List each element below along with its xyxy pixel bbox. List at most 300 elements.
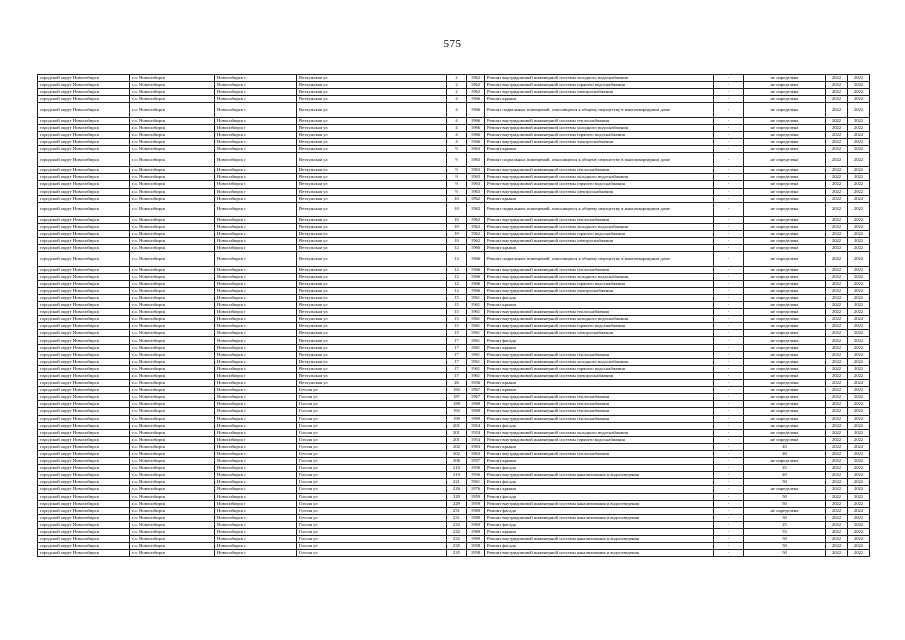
district-cell: городской округ Новосибирск [38, 358, 130, 365]
cost-cell: 50 [744, 536, 826, 543]
district-cell: городской округ Новосибирск [38, 543, 130, 550]
work-type-cell: Ремонт внутридомовой инженерной системы теплоснабжения [485, 266, 714, 273]
city-cell: Новосибирск г [215, 351, 297, 358]
table-row [38, 131, 870, 138]
city-cell: Новосибирск г [215, 479, 297, 486]
build-year-cell: 1976 [467, 486, 485, 493]
value-cell: - [714, 96, 744, 103]
plan-year-end-cell: 2022 [848, 96, 870, 103]
house-number-cell: 201 [447, 429, 467, 436]
table-row [38, 337, 870, 344]
city-cell: Новосибирск г [215, 458, 297, 465]
build-year-cell: 1961 [467, 479, 485, 486]
municipality-cell: г.о. Новосибирск [130, 443, 215, 450]
house-number-cell: 15 [447, 330, 467, 337]
district-cell: городской округ Новосибирск [38, 472, 130, 479]
value-cell: - [714, 507, 744, 514]
plan-year-end-cell: 2022 [848, 365, 870, 372]
plan-year-end-cell: 2022 [848, 422, 870, 429]
plan-year-end-cell: 2022 [848, 89, 870, 96]
table-row [38, 351, 870, 358]
cost-cell: не определена [744, 252, 826, 266]
plan-year-end-cell: 2022 [848, 550, 870, 557]
street-cell: Ветлужская ул [297, 266, 447, 273]
house-number-cell: 10 [447, 195, 467, 202]
municipality-cell: г.о. Новосибирск [130, 415, 215, 422]
house-number-cell: 9 [447, 167, 467, 174]
table-row [38, 75, 870, 82]
municipality-cell: г.о. Новосибирск [130, 529, 215, 536]
city-cell: Новосибирск г [215, 117, 297, 124]
value-cell: - [714, 103, 744, 117]
city-cell: Новосибирск г [215, 302, 297, 309]
district-cell: городской округ Новосибирск [38, 223, 130, 230]
plan-year-start-cell: 2022 [826, 436, 848, 443]
street-cell: Ветлужская ул [297, 337, 447, 344]
plan-year-end-cell: 2022 [848, 131, 870, 138]
city-cell: Новосибирск г [215, 96, 297, 103]
work-type-cell: Ремонт фасада [485, 465, 714, 472]
plan-year-start-cell: 2022 [826, 337, 848, 344]
value-cell: - [714, 479, 744, 486]
cost-cell: не определена [744, 387, 826, 394]
cost-cell: не определена [744, 223, 826, 230]
table-row [38, 529, 870, 536]
build-year-cell: 1980 [467, 514, 485, 521]
municipality-cell: г.о. Новосибирск [130, 387, 215, 394]
work-type-cell: Ремонт крыши [485, 195, 714, 202]
table-row [38, 536, 870, 543]
cost-cell: не определена [744, 351, 826, 358]
plan-year-end-cell: 2022 [848, 245, 870, 252]
house-number-cell: 235 [447, 550, 467, 557]
build-year-cell: 1962 [467, 238, 485, 245]
value-cell: - [714, 202, 744, 216]
plan-year-start-cell: 2022 [826, 252, 848, 266]
plan-year-end-cell: 2022 [848, 75, 870, 82]
plan-year-start-cell: 2022 [826, 422, 848, 429]
municipality-cell: г.о. Новосибирск [130, 543, 215, 550]
house-number-cell: 232 [447, 536, 467, 543]
work-type-cell: Ремонт крыши [485, 302, 714, 309]
value-cell: - [714, 138, 744, 145]
build-year-cell: 1961 [467, 294, 485, 301]
district-cell: городской округ Новосибирск [38, 153, 130, 167]
table-row [38, 153, 870, 167]
cost-cell: не определена [744, 365, 826, 372]
house-number-cell: 26 [447, 380, 467, 387]
city-cell: Новосибирск г [215, 514, 297, 521]
street-cell: Гоголя ул [297, 521, 447, 528]
table-row [38, 266, 870, 273]
value-cell: - [714, 472, 744, 479]
value-cell: - [714, 543, 744, 550]
district-cell: городской округ Новосибирск [38, 408, 130, 415]
cost-cell: не определена [744, 337, 826, 344]
work-type-cell: Ремонт внутридомовой инженерной системы горячего водоснабжения [485, 280, 714, 287]
value-cell: - [714, 167, 744, 174]
table-body [38, 75, 870, 557]
table-row [38, 138, 870, 145]
table-row [38, 117, 870, 124]
cost-cell: не определена [744, 372, 826, 379]
work-type-cell: Ремонт внутридомовой инженерной системы горячего водоснабжения [485, 365, 714, 372]
value-cell: - [714, 231, 744, 238]
work-type-cell: Ремонт крыши [485, 245, 714, 252]
plan-year-start-cell: 2022 [826, 287, 848, 294]
plan-year-start-cell: 2022 [826, 536, 848, 543]
value-cell: - [714, 131, 744, 138]
district-cell: городской округ Новосибирск [38, 138, 130, 145]
district-cell: городской округ Новосибирск [38, 231, 130, 238]
plan-year-start-cell: 2022 [826, 415, 848, 422]
value-cell: - [714, 380, 744, 387]
plan-year-start-cell: 2022 [826, 309, 848, 316]
plan-year-start-cell: 2022 [826, 117, 848, 124]
cost-cell: не определена [744, 117, 826, 124]
value-cell: - [714, 89, 744, 96]
street-cell: Ветлужская ул [297, 75, 447, 82]
value-cell: - [714, 181, 744, 188]
build-year-cell: 1961 [467, 330, 485, 337]
value-cell: - [714, 536, 744, 543]
plan-year-start-cell: 2022 [826, 387, 848, 394]
work-type-cell: Ремонт подвальных помещений, относящихся к общему имуществу в многоквартирном доме [485, 202, 714, 216]
municipality-cell: г.о. Новосибирск [130, 450, 215, 457]
house-number-cell: 210 [447, 465, 467, 472]
house-number-cell: 4 [447, 96, 467, 103]
street-cell: Ветлужская ул [297, 124, 447, 131]
table-row [38, 231, 870, 238]
district-cell: городской округ Новосибирск [38, 273, 130, 280]
street-cell: Ветлужская ул [297, 82, 447, 89]
plan-year-end-cell: 2022 [848, 401, 870, 408]
plan-year-start-cell: 2022 [826, 294, 848, 301]
cost-cell: 45 [744, 465, 826, 472]
cost-cell: не определена [744, 330, 826, 337]
house-number-cell: 17 [447, 365, 467, 372]
street-cell: Ветлужская ул [297, 103, 447, 117]
cost-cell: не определена [744, 82, 826, 89]
district-cell: городской округ Новосибирск [38, 422, 130, 429]
work-type-cell: Ремонт фасада [485, 493, 714, 500]
work-type-cell: Ремонт внутридомовой инженерной системы электроснабжения [485, 89, 714, 96]
street-cell: Ветлужская ул [297, 309, 447, 316]
plan-year-end-cell: 2022 [848, 521, 870, 528]
plan-year-start-cell: 2022 [826, 507, 848, 514]
house-number-cell: 232 [447, 529, 467, 536]
table-row [38, 507, 870, 514]
plan-year-start-cell: 2022 [826, 202, 848, 216]
build-year-cell: 1966 [467, 138, 485, 145]
municipality-cell: г.о. Новосибирск [130, 96, 215, 103]
city-cell: Новосибирск г [215, 486, 297, 493]
house-number-cell: 199 [447, 415, 467, 422]
municipality-cell: г.о. Новосибирск [130, 82, 215, 89]
work-type-cell: Ремонт внутридомовой инженерной системы горячего водоснабжения [485, 181, 714, 188]
municipality-cell: г.о. Новосибирск [130, 181, 215, 188]
plan-year-end-cell: 2022 [848, 543, 870, 550]
build-year-cell: 1956 [467, 380, 485, 387]
district-cell: городской округ Новосибирск [38, 309, 130, 316]
cost-cell: не определена [744, 138, 826, 145]
work-type-cell: Ремонт фасада [485, 294, 714, 301]
plan-year-end-cell: 2022 [848, 153, 870, 167]
table-row [38, 96, 870, 103]
city-cell: Новосибирск г [215, 372, 297, 379]
value-cell: - [714, 550, 744, 557]
district-cell: городской округ Новосибирск [38, 252, 130, 266]
plan-year-end-cell: 2022 [848, 231, 870, 238]
city-cell: Новосибирск г [215, 202, 297, 216]
street-cell: Ветлужская ул [297, 96, 447, 103]
work-type-cell: Ремонт крыши [485, 443, 714, 450]
work-type-cell: Ремонт внутридомовой инженерной системы горячего водоснабжения [485, 82, 714, 89]
plan-year-start-cell: 2022 [826, 458, 848, 465]
city-cell: Новосибирск г [215, 124, 297, 131]
street-cell: Гоголя ул [297, 422, 447, 429]
city-cell: Новосибирск г [215, 507, 297, 514]
house-number-cell: 10 [447, 223, 467, 230]
table-row [38, 358, 870, 365]
municipality-cell: г.о. Новосибирск [130, 195, 215, 202]
build-year-cell: 1969 [467, 415, 485, 422]
district-cell: городской округ Новосибирск [38, 337, 130, 344]
house-number-cell: 192 [447, 408, 467, 415]
plan-year-start-cell: 2022 [826, 96, 848, 103]
build-year-cell: 1968 [467, 401, 485, 408]
cost-cell: не определена [744, 358, 826, 365]
plan-year-end-cell: 2022 [848, 372, 870, 379]
plan-year-end-cell: 2022 [848, 337, 870, 344]
build-year-cell: 1961 [467, 358, 485, 365]
house-number-cell: 10 [447, 216, 467, 223]
municipality-cell: г.о. Новосибирск [130, 167, 215, 174]
table-row [38, 486, 870, 493]
plan-year-end-cell: 2022 [848, 316, 870, 323]
street-cell: Ветлужская ул [297, 344, 447, 351]
value-cell: - [714, 117, 744, 124]
value-cell: - [714, 351, 744, 358]
city-cell: Новосибирск г [215, 365, 297, 372]
street-cell: Гоголя ул [297, 415, 447, 422]
table-row [38, 181, 870, 188]
build-year-cell: 1961 [467, 302, 485, 309]
plan-year-end-cell: 2022 [848, 195, 870, 202]
build-year-cell: 1963 [467, 443, 485, 450]
work-type-cell: Ремонт подвальных помещений, относящихся к общему имуществу в многоквартирном доме [485, 103, 714, 117]
street-cell: Гоголя ул [297, 408, 447, 415]
street-cell: Гоголя ул [297, 394, 447, 401]
city-cell: Новосибирск г [215, 472, 297, 479]
house-number-cell: 219 [447, 472, 467, 479]
value-cell: - [714, 337, 744, 344]
cost-cell: не определена [744, 266, 826, 273]
plan-year-end-cell: 2022 [848, 472, 870, 479]
work-type-cell: Ремонт внутридомовой инженерной системы горячего водоснабжения [485, 231, 714, 238]
plan-year-end-cell: 2022 [848, 493, 870, 500]
city-cell: Новосибирск г [215, 443, 297, 450]
plan-year-end-cell: 2022 [848, 252, 870, 266]
plan-year-end-cell: 2022 [848, 443, 870, 450]
street-cell: Гоголя ул [297, 436, 447, 443]
municipality-cell: г.о. Новосибирск [130, 216, 215, 223]
municipality-cell: г.о. Новосибирск [130, 103, 215, 117]
value-cell: - [714, 436, 744, 443]
work-type-cell: Ремонт внутридомовой инженерной системы холодного водоснабжения [485, 75, 714, 82]
table-row [38, 245, 870, 252]
house-number-cell: 17 [447, 372, 467, 379]
street-cell: Ветлужская ул [297, 365, 447, 372]
cost-cell: не определена [744, 174, 826, 181]
district-cell: городской округ Новосибирск [38, 351, 130, 358]
cost-cell: не определена [744, 380, 826, 387]
value-cell: - [714, 500, 744, 507]
plan-year-start-cell: 2022 [826, 479, 848, 486]
city-cell: Новосибирск г [215, 309, 297, 316]
street-cell: Ветлужская ул [297, 358, 447, 365]
street-cell: Ветлужская ул [297, 153, 447, 167]
district-cell: городской округ Новосибирск [38, 316, 130, 323]
cost-cell: не определена [744, 238, 826, 245]
municipality-cell: г.о. Новосибирск [130, 500, 215, 507]
city-cell: Новосибирск г [215, 188, 297, 195]
street-cell: Ветлужская ул [297, 117, 447, 124]
district-cell: городской округ Новосибирск [38, 330, 130, 337]
cost-cell: 55 [744, 529, 826, 536]
build-year-cell: 1963 [467, 181, 485, 188]
district-cell: городской округ Новосибирск [38, 479, 130, 486]
municipality-cell: г.о. Новосибирск [130, 401, 215, 408]
plan-year-start-cell: 2022 [826, 153, 848, 167]
city-cell: Новосибирск г [215, 273, 297, 280]
table-row [38, 500, 870, 507]
municipality-cell: г.о. Новосибирск [130, 380, 215, 387]
cost-cell: 50 [744, 550, 826, 557]
city-cell: Новосибирск г [215, 138, 297, 145]
table-row [38, 309, 870, 316]
build-year-cell: 1963 [467, 174, 485, 181]
table-row [38, 330, 870, 337]
plan-year-start-cell: 2022 [826, 401, 848, 408]
work-type-cell: Ремонт внутридомовой инженерной системы теплоснабжения [485, 117, 714, 124]
work-type-cell: Ремонт внутридомовой инженерной системы канализования и водоотведения [485, 514, 714, 521]
district-cell: городской округ Новосибирск [38, 429, 130, 436]
municipality-cell: г.о. Новосибирск [130, 358, 215, 365]
city-cell: Новосибирск г [215, 294, 297, 301]
plan-year-start-cell: 2022 [826, 450, 848, 457]
street-cell: Ветлужская ул [297, 316, 447, 323]
district-cell: городской округ Новосибирск [38, 174, 130, 181]
municipality-cell: г.о. Новосибирск [130, 365, 215, 372]
district-cell: городской округ Новосибирск [38, 536, 130, 543]
plan-year-end-cell: 2022 [848, 479, 870, 486]
cost-cell: не определена [744, 394, 826, 401]
city-cell: Новосибирск г [215, 550, 297, 557]
cost-cell: не определена [744, 401, 826, 408]
cost-cell: не определена [744, 429, 826, 436]
municipality-cell: г.о. Новосибирск [130, 323, 215, 330]
house-number-cell: 202 [447, 450, 467, 457]
plan-year-end-cell: 2022 [848, 223, 870, 230]
street-cell: Гоголя ул [297, 443, 447, 450]
work-type-cell: Ремонт внутридомовой инженерной системы холодного водоснабжения [485, 223, 714, 230]
cost-cell: не определена [744, 195, 826, 202]
street-cell: Ветлужская ул [297, 145, 447, 152]
city-cell: Новосибирск г [215, 103, 297, 117]
build-year-cell: 1966 [467, 280, 485, 287]
city-cell: Новосибирск г [215, 380, 297, 387]
value-cell: - [714, 238, 744, 245]
cost-cell: не определена [744, 167, 826, 174]
municipality-cell: г.о. Новосибирск [130, 465, 215, 472]
plan-year-start-cell: 2022 [826, 500, 848, 507]
plan-year-end-cell: 2022 [848, 380, 870, 387]
plan-year-start-cell: 2022 [826, 521, 848, 528]
house-number-cell: 4 [447, 117, 467, 124]
house-number-cell: 17 [447, 344, 467, 351]
cost-cell: не определена [744, 436, 826, 443]
table-row [38, 372, 870, 379]
district-cell: городской округ Новосибирск [38, 167, 130, 174]
value-cell: - [714, 458, 744, 465]
municipality-cell: г.о. Новосибирск [130, 124, 215, 131]
work-type-cell: Ремонт фасада [485, 521, 714, 528]
plan-year-end-cell: 2022 [848, 415, 870, 422]
plan-year-end-cell: 2022 [848, 117, 870, 124]
house-number-cell: 229 [447, 500, 467, 507]
plan-year-end-cell: 2022 [848, 302, 870, 309]
district-cell: городской округ Новосибирск [38, 521, 130, 528]
cost-cell: не определена [744, 280, 826, 287]
table-row [38, 514, 870, 521]
cost-cell: 25 [744, 521, 826, 528]
work-type-cell: Ремонт внутридомовой инженерной системы холодного водоснабжения [485, 124, 714, 131]
build-year-cell: 1969 [467, 536, 485, 543]
municipality-cell: г.о. Новосибирск [130, 486, 215, 493]
build-year-cell: 1961 [467, 372, 485, 379]
value-cell: - [714, 273, 744, 280]
house-number-cell: 4 [447, 124, 467, 131]
municipality-cell: г.о. Новосибирск [130, 536, 215, 543]
plan-year-start-cell: 2022 [826, 273, 848, 280]
plan-year-start-cell: 2022 [826, 465, 848, 472]
table-row [38, 202, 870, 216]
street-cell: Гоголя ул [297, 529, 447, 536]
street-cell: Ветлужская ул [297, 245, 447, 252]
build-year-cell: 1968 [467, 408, 485, 415]
municipality-cell: г.о. Новосибирск [130, 294, 215, 301]
street-cell: Ветлужская ул [297, 351, 447, 358]
value-cell: - [714, 252, 744, 266]
house-number-cell: 235 [447, 543, 467, 550]
table-row [38, 323, 870, 330]
city-cell: Новосибирск г [215, 465, 297, 472]
municipality-cell: г.о. Новосибирск [130, 252, 215, 266]
build-year-cell: 1961 [467, 365, 485, 372]
plan-year-end-cell: 2022 [848, 287, 870, 294]
street-cell: Ветлужская ул [297, 202, 447, 216]
work-type-cell: Ремонт крыши [485, 380, 714, 387]
district-cell: городской округ Новосибирск [38, 216, 130, 223]
build-year-cell: 1962 [467, 82, 485, 89]
city-cell: Новосибирск г [215, 493, 297, 500]
table-row [38, 174, 870, 181]
work-type-cell: Ремонт внутридомовой инженерной системы электроснабжения [485, 372, 714, 379]
plan-year-end-cell: 2022 [848, 238, 870, 245]
value-cell: - [714, 323, 744, 330]
plan-year-start-cell: 2022 [826, 372, 848, 379]
